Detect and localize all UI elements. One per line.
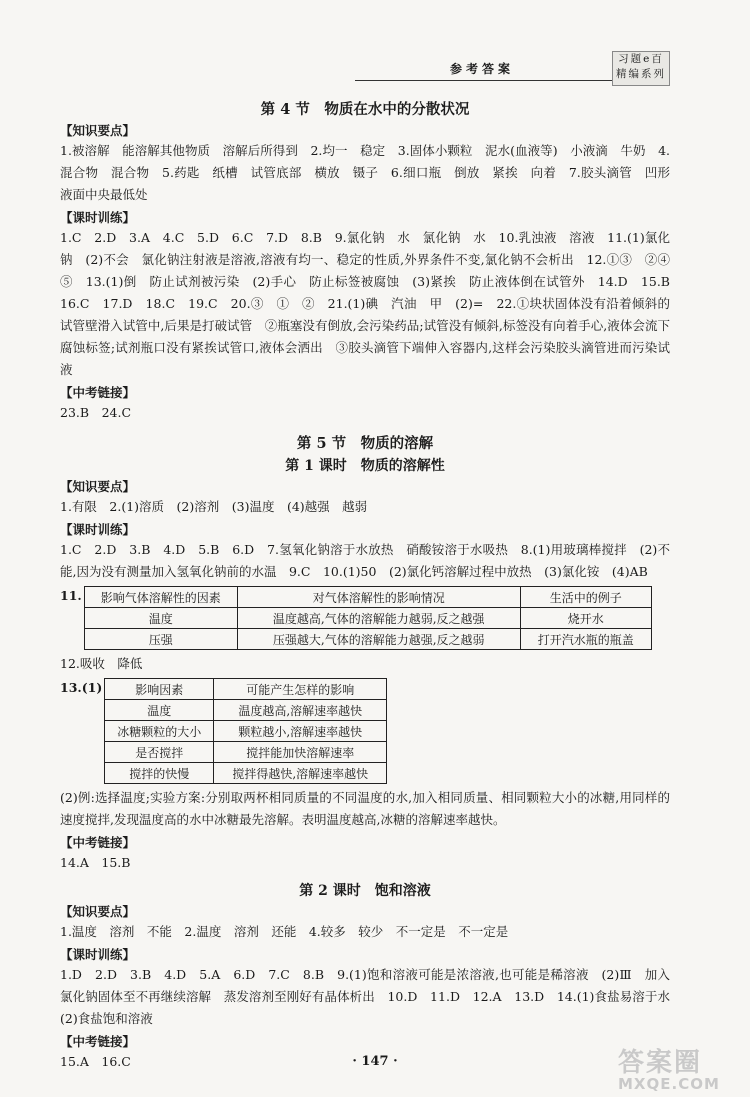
table-row xyxy=(84,608,651,629)
table-cell: 烧开水 xyxy=(520,608,651,629)
q11-number: 11. xyxy=(60,588,82,603)
table-cell: 打开汽水瓶的瓶盖 xyxy=(520,629,651,650)
table-header-row xyxy=(84,587,651,608)
table-cell: 温度越高,气体的溶解能力越弱,反之越强 xyxy=(237,608,520,629)
table-cell: 搅拌的快慢 xyxy=(105,763,214,784)
s4-exercise-label: 【课时训练】 xyxy=(60,210,136,225)
q13-number: 13.(1) xyxy=(60,680,103,695)
l1-exam-link-text: 14.A 15.B xyxy=(60,855,131,870)
s4-knowledge-text: 1.被溶解 能溶解其他物质 溶解后所得到 2.均一 稳定 3.固体小颗粒 泥水(血液等) 小液滴 牛奶 4.混合物 混合物 5.药匙 纸槽 试管底部 横放 镊子 6.细口瓶 倒放 紧挨 向着 7.胶头滴管 凹形液面中央最低处 xyxy=(60,143,670,202)
header-rule xyxy=(355,80,617,81)
q13-block xyxy=(60,678,670,784)
table-cell: 颗粒越小,溶解速率越快 xyxy=(214,721,387,742)
table-row xyxy=(105,742,387,763)
table-cell: 温度 xyxy=(105,700,214,721)
page-number: · 147 · xyxy=(352,1054,398,1069)
section-4-title: 第 4 节 物质在水中的分散状况 xyxy=(260,101,470,118)
table-cell: 冰糖颗粒的大小 xyxy=(105,721,214,742)
l2-knowledge-text: 1.温度 溶剂 不能 2.温度 溶剂 还能 4.较多 较少 不一定是 不一定是 xyxy=(60,924,509,939)
table-header-cell: 对气体溶解性的影响情况 xyxy=(237,587,520,608)
watermark-url: MXQE.COM xyxy=(618,1075,720,1093)
table-header-cell: 生活中的例子 xyxy=(520,587,651,608)
q11-block xyxy=(60,586,670,650)
watermark-logo-text: 答案圈 xyxy=(618,1048,703,1078)
table-cell: 温度 xyxy=(84,608,237,629)
l1-knowledge-text: 1.有限 2.(1)溶质 (2)溶剂 (3)温度 (4)越强 越弱 xyxy=(60,499,368,514)
s4-knowledge-label: 【知识要点】 xyxy=(60,123,136,138)
s4-exam-link-label: 【中考链接】 xyxy=(60,385,136,400)
lesson-2-title: 第 2 课时 饱和溶液 xyxy=(299,883,431,899)
l1-exercise-text: 1.C 2.D 3.B 4.D 5.B 6.D 7.氢氧化钠溶于水放热 硝酸铵溶于水吸热 8.(1)用玻璃棒搅拌 (2)不能,因为没有测量加入氢氧化钠前的水温 9.C 10.(1)50 (2)氯化钙溶解过程中放热 (3)氯化铵 (4)AB xyxy=(60,542,670,579)
header-title: 参考答案 xyxy=(450,62,515,76)
table-row xyxy=(105,763,387,784)
l2-exercise-text: 1.D 2.D 3.B 4.D 5.A 6.D 7.C 8.B 9.(1)饱和溶液可能是浓溶液,也可能是稀溶液 (2)Ⅲ 加入氯化钠固体至不再继续溶解 蒸发溶剂至刚好有晶体析出 10.D 11.D 12.A 13.D 14.(1)食盐易溶于水 (2)食盐饱和溶液 xyxy=(60,967,683,1026)
table-cell: 温度越高,溶解速率越快 xyxy=(214,700,387,721)
series-line-1: 习题e百 xyxy=(618,53,664,65)
table-row xyxy=(105,721,387,742)
s4-exercise-text: 1.C 2.D 3.A 4.C 5.D 6.C 7.D 8.B 9.氯化钠 水 氯化钠 水 10.乳浊液 溶液 11.(1)氯化钠 (2)不会 氯化钠注射液是溶液,溶液有均一、稳定的性质,外界条件不变,氯化钠不会析出 12.①③ ②④ ⑤ 13.(1)倒 防止试剂被污染 (2)手心 防止标签被腐蚀 (3)紧挨 防止液体倒在试管外 14.D 15.B 16.C 17.D 18.C 19.C 20.③ ① ② 21.(1)碘 汽油 甲 (2)= 22.①块状固体没有沿着倾斜的试管壁滑入试管中,后果是打破试管 ②瓶塞没有倒放,会污染药品;试管没有倾斜,标签没有向着手心,液体会流下腐蚀标签;试剂瓶口没有紧挨试管口,液体会洒出 ③胶头滴管下端伸入容器内,这样会污染胶头滴管进而污染试液 xyxy=(60,230,683,377)
table-cell: 压强 xyxy=(84,629,237,650)
table-header-cell: 影响因素 xyxy=(105,679,214,700)
table-header-cell: 影响气体溶解性的因素 xyxy=(84,587,237,608)
table-row xyxy=(84,629,651,650)
lesson-1-title: 第 1 课时 物质的溶解性 xyxy=(285,458,445,474)
l2-exercise-label: 【课时训练】 xyxy=(60,947,136,962)
table-row xyxy=(105,700,387,721)
l1-exam-link-label: 【中考链接】 xyxy=(60,835,136,850)
site-watermark xyxy=(618,1042,738,1092)
table-cell: 搅拌得越快,溶解速率越快 xyxy=(214,763,387,784)
series-badge xyxy=(612,51,670,86)
table-cell: 是否搅拌 xyxy=(105,742,214,763)
table-cell: 压强越大,气体的溶解能力越强,反之越弱 xyxy=(237,629,520,650)
main-content xyxy=(60,98,683,1073)
l2-exam-link-label: 【中考链接】 xyxy=(60,1034,136,1049)
l2-knowledge-label: 【知识要点】 xyxy=(60,904,136,919)
table-header-row xyxy=(105,679,387,700)
l2-exam-link-text: 15.A 16.C xyxy=(60,1054,131,1069)
section-5-title: 第 5 节 物质的溶解 xyxy=(296,435,434,452)
s4-exam-link-text: 23.B 24.C xyxy=(60,405,132,420)
q11-table xyxy=(84,586,652,650)
l1-exercise-label: 【课时训练】 xyxy=(60,522,136,537)
q13-table xyxy=(104,678,387,784)
table-cell: 搅拌能加快溶解速率 xyxy=(214,742,387,763)
l1-knowledge-label: 【知识要点】 xyxy=(60,479,136,494)
series-line-2: 精编系列 xyxy=(616,68,666,80)
q13-part2-text: (2)例:选择温度;实验方案:分别取两杯相同质量的不同温度的水,加入相同质量、相同颗粒大小的冰糖,用同样的速度搅拌,发现温度高的水中冰糖最先溶解。表明温度越高,冰糖的溶解速率越快。 xyxy=(60,790,670,827)
table-header-cell: 可能产生怎样的影响 xyxy=(214,679,387,700)
q12-text: 12.吸收 降低 xyxy=(60,656,143,671)
